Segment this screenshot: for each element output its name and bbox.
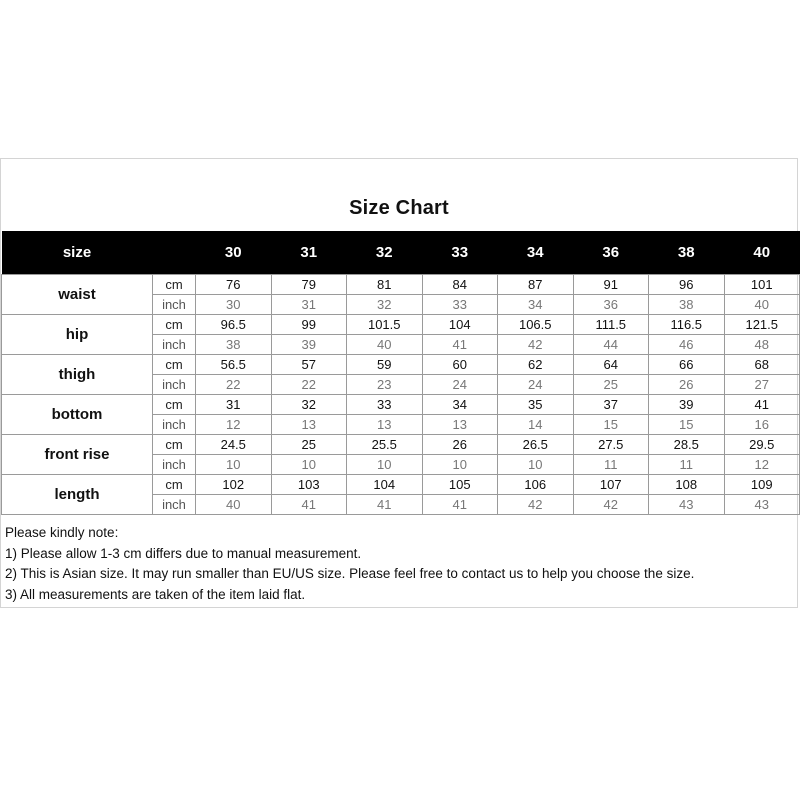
cell-cm: 25.5	[347, 434, 423, 454]
cell-inch: 40	[724, 294, 800, 314]
cell-inch: 15	[649, 414, 725, 434]
cell-cm: 87	[498, 274, 574, 294]
cell-inch: 41	[422, 334, 498, 354]
cell-cm: 26	[422, 434, 498, 454]
cell-inch: 14	[498, 414, 574, 434]
cell-inch: 24	[422, 374, 498, 394]
table-body	[2, 274, 800, 514]
measurement-label: thigh	[2, 354, 153, 394]
cell-inch: 13	[271, 414, 347, 434]
table-row-length-cm	[2, 474, 800, 494]
cell-inch: 11	[649, 454, 725, 474]
cell-inch: 44	[573, 334, 649, 354]
measurement-label: hip	[2, 314, 153, 354]
table-row-bottom-cm	[2, 394, 800, 414]
cell-inch: 10	[347, 454, 423, 474]
cell-inch: 46	[649, 334, 725, 354]
cell-cm: 96	[649, 274, 725, 294]
cell-inch: 38	[649, 294, 725, 314]
cell-cm: 102	[196, 474, 272, 494]
cell-inch: 42	[498, 334, 574, 354]
cell-inch: 16	[724, 414, 800, 434]
table-row-hip-cm	[2, 314, 800, 334]
cell-cm: 62	[498, 354, 574, 374]
unit-inch: inch	[153, 374, 196, 394]
header-unit-blank	[153, 231, 196, 274]
size-table	[1, 231, 800, 515]
header-size-31: 31	[300, 243, 318, 261]
cell-cm: 101.5	[347, 314, 423, 334]
header-size-30: 30	[224, 243, 242, 261]
cell-cm: 41	[724, 394, 800, 414]
cell-cm: 59	[347, 354, 423, 374]
table-row-waist-cm	[2, 274, 800, 294]
cell-inch: 13	[347, 414, 423, 434]
cell-cm: 79	[271, 274, 347, 294]
cell-cm: 60	[422, 354, 498, 374]
table-header-row	[2, 231, 800, 274]
cell-cm: 116.5	[649, 314, 725, 334]
header-size-32: 32	[375, 243, 393, 261]
cell-inch: 26	[649, 374, 725, 394]
header-size-34: 34	[526, 243, 544, 261]
cell-inch: 12	[196, 414, 272, 434]
cell-cm: 105	[422, 474, 498, 494]
cell-cm: 76	[196, 274, 272, 294]
cell-cm: 33	[347, 394, 423, 414]
unit-cm: cm	[153, 274, 196, 294]
cell-cm: 106	[498, 474, 574, 494]
cell-inch: 32	[347, 294, 423, 314]
cell-inch: 41	[271, 494, 347, 514]
table-row-thigh-cm	[2, 354, 800, 374]
cell-cm: 25	[271, 434, 347, 454]
note-item: 3) All measurements are taken of the item laid flat.	[5, 586, 306, 602]
cell-inch: 22	[271, 374, 347, 394]
unit-cm: cm	[153, 354, 196, 374]
cell-cm: 31	[196, 394, 272, 414]
header-size-40: 40	[753, 243, 771, 261]
cell-cm: 29.5	[724, 434, 800, 454]
cell-inch: 41	[422, 494, 498, 514]
cell-inch: 11	[573, 454, 649, 474]
cell-inch: 42	[498, 494, 574, 514]
header-size-38: 38	[677, 243, 695, 261]
measurement-label: front rise	[2, 434, 153, 474]
cell-inch: 10	[498, 454, 574, 474]
unit-inch: inch	[153, 414, 196, 434]
cell-inch: 40	[196, 494, 272, 514]
cell-cm: 57	[271, 354, 347, 374]
cell-inch: 38	[196, 334, 272, 354]
cell-inch: 10	[196, 454, 272, 474]
cell-inch: 40	[347, 334, 423, 354]
cell-cm: 32	[271, 394, 347, 414]
cell-cm: 99	[271, 314, 347, 334]
unit-cm: cm	[153, 434, 196, 454]
cell-cm: 103	[271, 474, 347, 494]
cell-cm: 84	[422, 274, 498, 294]
notes	[5, 523, 694, 605]
header-size-label: size	[62, 243, 92, 261]
note-item: 1) Please allow 1-3 cm differs due to manual measurement.	[5, 545, 362, 561]
unit-cm: cm	[153, 474, 196, 494]
measurement-label: length	[2, 474, 153, 514]
cell-cm: 24.5	[196, 434, 272, 454]
header-size-36: 36	[602, 243, 620, 261]
measurement-label: waist	[2, 274, 153, 314]
cell-cm: 106.5	[498, 314, 574, 334]
cell-inch: 30	[196, 294, 272, 314]
cell-cm: 107	[573, 474, 649, 494]
cell-inch: 43	[649, 494, 725, 514]
cell-inch: 42	[573, 494, 649, 514]
table-row-front-rise-cm	[2, 434, 800, 454]
cell-inch: 13	[422, 414, 498, 434]
unit-inch: inch	[153, 334, 196, 354]
cell-inch: 25	[573, 374, 649, 394]
cell-inch: 34	[498, 294, 574, 314]
cell-inch: 27	[724, 374, 800, 394]
cell-cm: 39	[649, 394, 725, 414]
cell-inch: 41	[347, 494, 423, 514]
cell-inch: 48	[724, 334, 800, 354]
cell-inch: 10	[422, 454, 498, 474]
note-item: 2) This is Asian size. It may run smaller than EU/US size. Please feel free to contact us to help you choose the size.	[5, 566, 695, 581]
unit-inch: inch	[153, 494, 196, 514]
cell-cm: 56.5	[196, 354, 272, 374]
cell-cm: 64	[573, 354, 649, 374]
measurement-label: bottom	[2, 394, 153, 434]
cell-cm: 101	[724, 274, 800, 294]
cell-cm: 104	[347, 474, 423, 494]
cell-inch: 31	[271, 294, 347, 314]
cell-cm: 108	[649, 474, 725, 494]
unit-cm: cm	[153, 314, 196, 334]
cell-inch: 24	[498, 374, 574, 394]
cell-inch: 15	[573, 414, 649, 434]
chart-title: Size Chart	[349, 197, 449, 219]
cell-cm: 109	[724, 474, 800, 494]
cell-cm: 68	[724, 354, 800, 374]
cell-inch: 39	[271, 334, 347, 354]
unit-cm: cm	[153, 394, 196, 414]
cell-cm: 28.5	[649, 434, 725, 454]
cell-cm: 96.5	[196, 314, 272, 334]
cell-cm: 34	[422, 394, 498, 414]
cell-cm: 104	[422, 314, 498, 334]
cell-inch: 12	[724, 454, 800, 474]
cell-inch: 22	[196, 374, 272, 394]
unit-inch: inch	[153, 454, 196, 474]
cell-cm: 81	[347, 274, 423, 294]
cell-inch: 36	[573, 294, 649, 314]
cell-cm: 121.5	[724, 314, 800, 334]
cell-cm: 91	[573, 274, 649, 294]
cell-cm: 111.5	[573, 314, 649, 334]
cell-cm: 35	[498, 394, 574, 414]
cell-cm: 26.5	[498, 434, 574, 454]
cell-cm: 37	[573, 394, 649, 414]
cell-cm: 66	[649, 354, 725, 374]
cell-inch: 43	[724, 494, 800, 514]
unit-inch: inch	[153, 294, 196, 314]
header-size-33: 33	[451, 243, 469, 261]
cell-inch: 23	[347, 374, 423, 394]
size-chart-card	[0, 158, 798, 608]
cell-inch: 10	[271, 454, 347, 474]
cell-cm: 27.5	[573, 434, 649, 454]
notes-heading: Please kindly note:	[5, 525, 119, 540]
cell-inch: 33	[422, 294, 498, 314]
